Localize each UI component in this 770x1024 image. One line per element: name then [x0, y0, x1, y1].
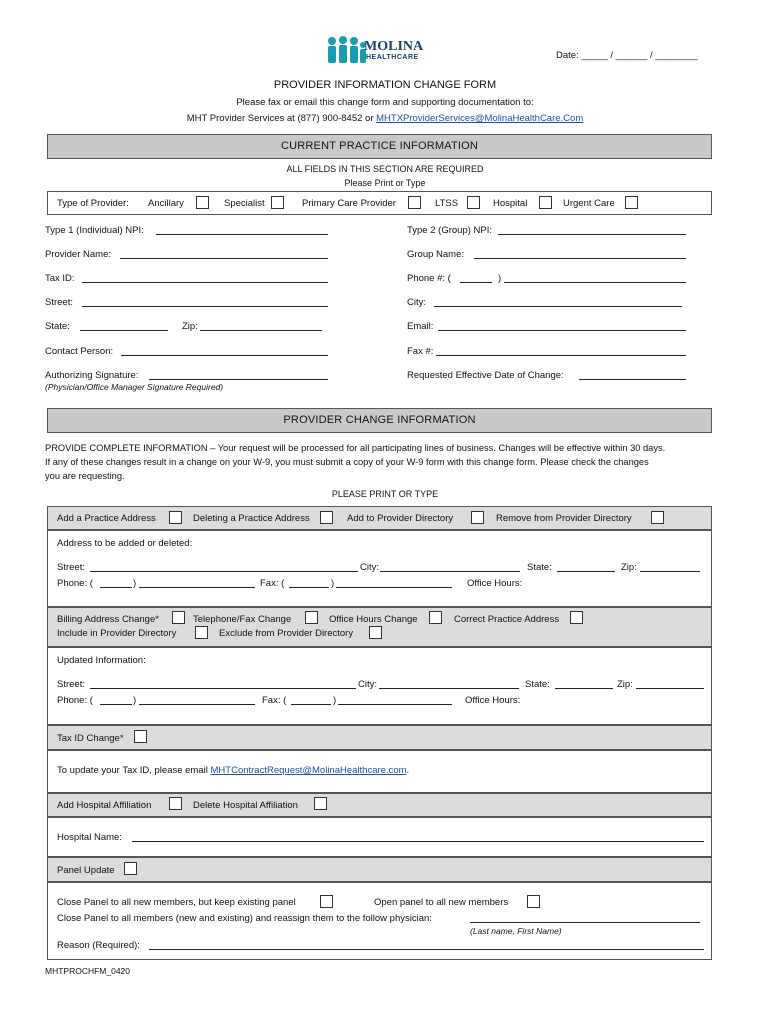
hospital-name-label: Hospital Name: [57, 832, 122, 843]
close-panel-new-checkbox[interactable] [320, 895, 333, 908]
upd-city-input[interactable] [379, 688, 519, 689]
addr-state-label: State: [527, 562, 552, 573]
signature-note: (Physician/Office Manager Signature Required) [45, 382, 224, 392]
addr-phone-area-input[interactable] [100, 587, 132, 588]
molina-logo [326, 36, 426, 66]
tax-id-label: Tax ID: [45, 273, 75, 284]
type-specialist-checkbox[interactable] [271, 196, 284, 209]
tax-id-instructions [57, 765, 409, 776]
addr-city-input[interactable] [380, 571, 520, 572]
instruction-phone-text: MHT Provider Services at (877) 900-8452 or [186, 113, 377, 124]
remove-provider-directory-label: Remove from Provider Directory [496, 513, 632, 524]
add-hospital-affiliation-checkbox[interactable] [169, 797, 182, 810]
phone-area-input[interactable] [460, 282, 492, 283]
delete-practice-address-label: Deleting a Practice Address [193, 513, 310, 524]
city-input[interactable] [434, 306, 682, 307]
billing-address-change-label: Billing Address Change* [57, 614, 159, 625]
upd-fax-area-input[interactable] [291, 704, 331, 705]
updated-info-panel [47, 647, 712, 725]
upd-fax-number-input[interactable] [338, 704, 452, 705]
correct-practice-address-label: Correct Practice Address [454, 614, 560, 625]
npi-group-label: Type 2 (Group) NPI: [407, 225, 493, 236]
open-panel-checkbox[interactable] [527, 895, 540, 908]
provider-name-label: Provider Name: [45, 249, 111, 260]
addr-fax-close: ) [331, 578, 335, 589]
required-note: ALL FIELDS IN THIS SECTION ARE REQUIRED [286, 164, 484, 174]
reassign-physician-input[interactable] [470, 922, 700, 923]
updated-info-heading: Updated Information: [57, 655, 146, 666]
addr-state-input[interactable] [557, 571, 615, 572]
upd-street-input[interactable] [90, 688, 356, 689]
telephone-fax-change-label: Telephone/Fax Change [193, 614, 292, 625]
upd-street-label: Street: [57, 679, 85, 690]
change-paragraph-line-1: PROVIDE COMPLETE INFORMATION – Your request will be processed for all participating lines of business. Changes will be effective within 30 days. [45, 443, 666, 453]
form-code: MHTPROCHFM_0420 [45, 966, 131, 976]
hospital-name-input[interactable] [132, 841, 704, 842]
logo-sub: HEALTHCARE [366, 54, 419, 61]
tax-id-instructions-text: To update your Tax ID, please email [57, 765, 211, 776]
type-ltss-label: LTSS [435, 198, 459, 209]
print-note: Please Print or Type [344, 178, 426, 188]
provider-type-label: Type of Provider: [57, 198, 129, 209]
current-practice-header: CURRENT PRACTICE INFORMATION [47, 134, 712, 159]
addr-street-label: Street: [57, 562, 85, 573]
npi-individual-label: Type 1 (Individual) NPI: [45, 225, 144, 236]
panel-update-row [47, 857, 712, 882]
addr-fax-number-input[interactable] [336, 587, 452, 588]
reason-input[interactable] [149, 949, 704, 950]
close-panel-new-label: Close Panel to all new members, but keep existing panel [57, 897, 296, 908]
fax-input[interactable] [436, 355, 686, 356]
type-pcp-label: Primary Care Provider [302, 198, 396, 209]
addr-city-label: City: [360, 562, 379, 573]
fax-label: Fax #: [407, 346, 434, 357]
npi-group-input[interactable] [498, 234, 686, 235]
provider-name-input[interactable] [120, 258, 328, 259]
group-name-label: Group Name: [407, 249, 465, 260]
panel-update-checkbox[interactable] [124, 862, 137, 875]
remove-provider-directory-checkbox[interactable] [651, 511, 664, 524]
hospital-name-panel [47, 817, 712, 857]
upd-state-input[interactable] [555, 688, 613, 689]
phone-close-paren: ) [498, 273, 502, 284]
include-provider-directory-checkbox[interactable] [195, 626, 208, 639]
addr-phone-close: ) [133, 578, 137, 589]
addr-zip-input[interactable] [640, 571, 700, 572]
upd-city-label: City: [358, 679, 377, 690]
addr-phone-number-input[interactable] [139, 587, 255, 588]
addr-phone-label: Phone: ( [57, 578, 93, 589]
correct-practice-address-checkbox[interactable] [570, 611, 583, 624]
type-specialist-label: Specialist [224, 198, 265, 209]
state-input[interactable] [80, 330, 168, 331]
telephone-fax-change-checkbox[interactable] [305, 611, 318, 624]
tax-id-change-label: Tax ID Change* [57, 733, 124, 744]
zip-input[interactable] [200, 330, 322, 331]
tax-id-change-checkbox[interactable] [134, 730, 147, 743]
state-label: State: [45, 321, 70, 332]
tax-id-input[interactable] [82, 282, 328, 283]
authorizing-signature-input[interactable] [149, 379, 328, 380]
delete-practice-address-checkbox[interactable] [320, 511, 333, 524]
addr-fax-label: Fax: ( [260, 578, 285, 589]
instruction-line-1: Please fax or email this change form and supporting documentation to: [236, 97, 534, 108]
authorizing-signature-label: Authorizing Signature: [45, 370, 139, 381]
upd-zip-input[interactable] [636, 688, 704, 689]
physician-name-note: (Last name, First Name) [470, 926, 562, 936]
type-urgent-care-checkbox[interactable] [625, 196, 638, 209]
close-panel-all-label: Close Panel to all members (new and existing) and reassign them to the follow physician: [57, 913, 432, 924]
addr-office-hours-label: Office Hours: [467, 578, 523, 589]
add-practice-address-label: Add a Practice Address [57, 513, 156, 524]
addr-fax-area-input[interactable] [289, 587, 329, 588]
provider-services-email-link[interactable]: MHTXProviderServices@MolinaHealthCare.Com [376, 113, 584, 124]
panel-update-label: Panel Update [57, 865, 115, 876]
contact-person-label: Contact Person: [45, 346, 114, 357]
type-pcp-checkbox[interactable] [408, 196, 421, 209]
date-field[interactable]: Date: _____ / ______ / ________ [556, 50, 698, 61]
phone-number-input[interactable] [504, 282, 686, 283]
provider-change-header: PROVIDER CHANGE INFORMATION [47, 408, 712, 433]
phone-label: Phone #: ( [407, 273, 451, 284]
reason-label: Reason (Required): [57, 940, 140, 951]
people-logo-icon [326, 36, 368, 64]
city-label: City: [407, 297, 426, 308]
add-practice-address-checkbox[interactable] [169, 511, 182, 524]
type-ancillary-checkbox[interactable] [196, 196, 209, 209]
email-input[interactable] [438, 330, 686, 331]
contact-person-input[interactable] [121, 355, 328, 356]
office-hours-change-label: Office Hours Change [329, 614, 418, 625]
exclude-provider-directory-label: Exclude from Provider Directory [219, 628, 354, 639]
instruction-line-2 [0, 113, 770, 124]
effective-date-input[interactable] [579, 379, 686, 380]
upd-state-label: State: [525, 679, 550, 690]
change-paragraph-line-2: If any of these changes result in a change on your W-9, you must submit a copy of your W-9 form with this change form. Please check the changes [45, 457, 649, 467]
upd-zip-label: Zip: [617, 679, 633, 690]
upd-phone-area-input[interactable] [100, 704, 132, 705]
upd-fax-close: ) [333, 695, 337, 706]
effective-date-label: Requested Effective Date of Change: [407, 370, 564, 381]
open-panel-label: Open panel to all new members [374, 897, 509, 908]
form-title: PROVIDER INFORMATION CHANGE FORM [273, 79, 497, 91]
logo-name: MOLINA [364, 39, 424, 54]
billing-address-change-checkbox[interactable] [172, 611, 185, 624]
type-hospital-checkbox[interactable] [539, 196, 552, 209]
please-print-note: PLEASE PRINT OR TYPE [331, 489, 439, 499]
type-ancillary-label: Ancillary [148, 198, 184, 209]
email-label: Email: [407, 321, 434, 332]
upd-phone-close: ) [133, 695, 137, 706]
npi-individual-input[interactable] [156, 234, 328, 235]
upd-office-hours-label: Office Hours: [465, 695, 521, 706]
exclude-provider-directory-checkbox[interactable] [369, 626, 382, 639]
street-label: Street: [45, 297, 73, 308]
delete-hospital-affiliation-label: Delete Hospital Affiliation [193, 800, 298, 811]
street-input[interactable] [82, 306, 328, 307]
add-hospital-affiliation-label: Add Hospital Affiliation [57, 800, 152, 811]
type-urgent-care-label: Urgent Care [563, 198, 615, 209]
address-heading: Address to be added or deleted: [57, 538, 193, 549]
upd-fax-label: Fax: ( [262, 695, 287, 706]
delete-hospital-affiliation-checkbox[interactable] [314, 797, 327, 810]
addr-street-input[interactable] [90, 571, 358, 572]
add-provider-directory-checkbox[interactable] [471, 511, 484, 524]
office-hours-change-checkbox[interactable] [429, 611, 442, 624]
change-paragraph-line-3: you are requesting. [45, 471, 125, 481]
contract-request-email-link[interactable]: MHTContractRequest@MolinaHealthcare.com [210, 765, 407, 776]
group-name-input[interactable] [474, 258, 686, 259]
upd-phone-label: Phone: ( [57, 695, 93, 706]
type-hospital-label: Hospital [493, 198, 528, 209]
zip-label: Zip: [182, 321, 198, 332]
type-ltss-checkbox[interactable] [467, 196, 480, 209]
add-provider-directory-label: Add to Provider Directory [347, 513, 454, 524]
include-provider-directory-label: Include in Provider Directory [57, 628, 177, 639]
tax-id-instructions-end: . [406, 765, 410, 776]
upd-phone-number-input[interactable] [139, 704, 255, 705]
addr-zip-label: Zip: [621, 562, 637, 573]
